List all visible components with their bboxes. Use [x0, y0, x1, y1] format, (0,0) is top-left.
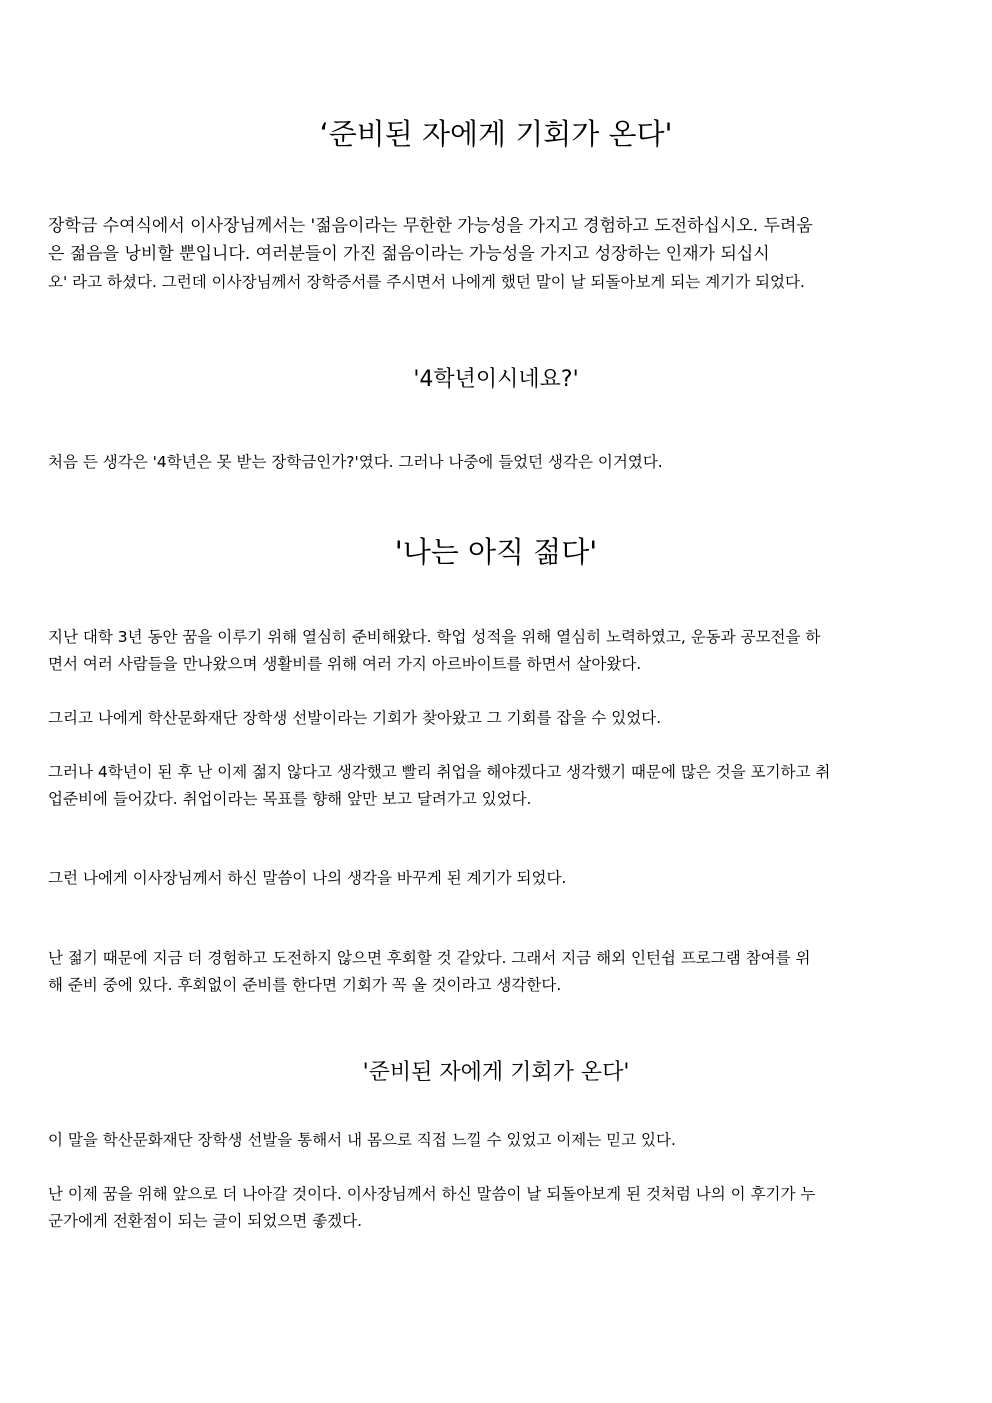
text-line: 은 젊음을 낭비할 뿐입니다. 여러분들이 가진 젊음이라는 가능성을 가지고 성장하는 인재가 되십시 [48, 244, 770, 264]
text-line: 장학금 수여식에서 이사장님께서는 '젊음이라는 무한한 가능성을 가지고 경험하고 도전하십시오. 두려움 [48, 216, 813, 236]
text-line: 오' 라고 하셨다. 그런데 이사장님께서 장학증서를 주시면서 나에게 했던 말이 날 되돌아보게 되는 계기가 되었다. [48, 273, 805, 291]
internship-paragraph [48, 945, 944, 999]
text-line: 지난 대학 3년 동안 꿈을 이루기 위해 열심히 준비해왔다. 학업 성적을 위해 열심히 노력하였고, 운동과 공모전을 하 [48, 628, 821, 646]
text-line: 업준비에 들어갔다. 취업이라는 목표를 향해 앞만 보고 달려가고 있었다. [48, 790, 532, 808]
intro-paragraph [48, 212, 944, 296]
text-line: 그러나 4학년이 된 후 난 이제 젊지 않다고 생각했고 빨리 취업을 해야겠다고 생각했기 때문에 많은 것을 포기하고 취 [48, 763, 831, 781]
text-line: 난 젊기 때문에 지금 더 경험하고 도전하지 않으면 후회할 것 같았다. 그래서 지금 해외 인턴쉽 프로그램 참여를 위 [48, 949, 811, 967]
closing-heading: '준비된 자에게 기회가 온다' [362, 1060, 630, 1085]
scholarship-opportunity-paragraph [48, 705, 944, 732]
text-line: 이 말을 학산문화재단 장학생 선발을 통해서 내 몸으로 직접 느낄 수 있었고 이제는 믿고 있다. [48, 1131, 676, 1149]
title-heading: ‘준비된 자에게 기회가 온다' [319, 117, 673, 151]
future-paragraph [48, 1181, 944, 1235]
text-line: 그런 나에게 이사장님께서 하신 말씀이 나의 생각을 바꾸게 된 계기가 되었다. [48, 869, 567, 887]
section-heading-fourth-year: '4학년이시네요?' [413, 367, 579, 392]
text-line: 그리고 나에게 학산문화재단 장학생 선발이라는 기회가 찾아왔고 그 기회를 잡을 수 있었다. [48, 709, 662, 727]
turning-point-paragraph [48, 865, 944, 892]
section-heading-still-young: '나는 아직 젊다' [394, 535, 598, 569]
job-preparation-paragraph [48, 759, 944, 813]
text-line: 난 이제 꿈을 위해 앞으로 더 나아갈 것이다. 이사장님께서 하신 말씀이 날 되돌아보게 된 것처럼 나의 이 후기가 누 [48, 1185, 816, 1203]
text-line: 군가에게 전환점이 되는 글이 되었으면 좋겠다. [48, 1212, 363, 1230]
text-line: 해 준비 중에 있다. 후회없이 준비를 한다면 기회가 꼭 올 것이라고 생각한다. [48, 976, 562, 994]
text-line: 처음 든 생각은 '4학년은 못 받는 장학금인가?'였다. 그러나 나중에 들었던 생각은 이거였다. [48, 453, 663, 471]
belief-paragraph [48, 1127, 944, 1154]
past-three-years-paragraph [48, 624, 944, 678]
text-line: 면서 여러 사람들을 만나왔으며 생활비를 위해 여러 가지 아르바이트를 하면서 살아왔다. [48, 655, 642, 673]
first-thought-paragraph [48, 449, 944, 476]
